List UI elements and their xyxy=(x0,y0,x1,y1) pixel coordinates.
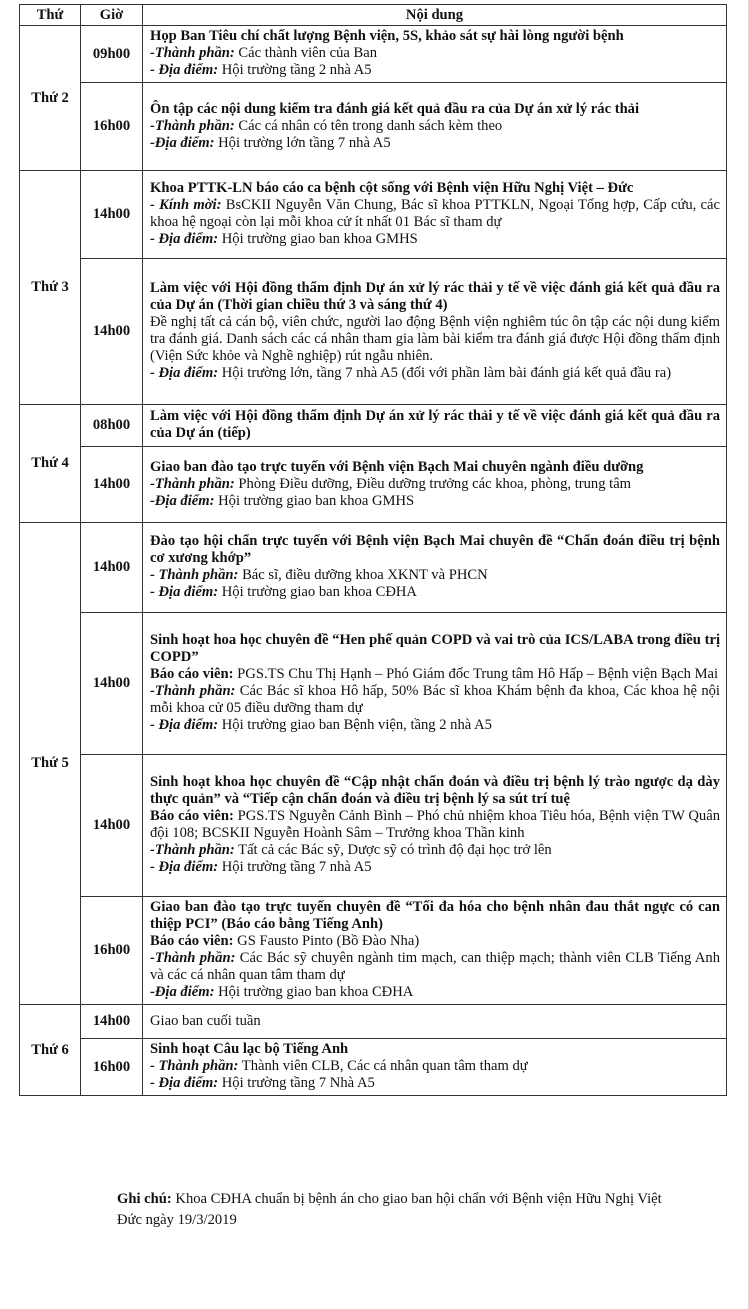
detail-text: Hội trường giao ban khoa GMHS xyxy=(221,231,418,247)
content-cell xyxy=(143,1005,727,1039)
session-text: Giao ban cuối tuần xyxy=(150,1012,261,1029)
content-cell xyxy=(143,171,727,259)
detail-text: Bác sĩ, điều dưỡng khoa XKNT và PHCN xyxy=(242,567,488,583)
detail-label: -Thành phần: xyxy=(150,117,235,134)
session-title: Làm việc với Hội đồng thẩm định Dự án xử lý rác thải y tế về việc đánh giá kết quả đầu ra của Dự án (tiếp) xyxy=(150,408,720,441)
detail-text: BsCKII Nguyễn Văn Chung, Bác sĩ khoa PTTKLN, Ngoại Tổng hợp, Cấp cứu, các khoa hệ ngoại còn lại mỗi khoa cử ít nhất 01 Bác sĩ tham dự xyxy=(150,197,720,230)
schedule-row xyxy=(20,259,727,405)
content-cell xyxy=(143,613,727,755)
detail-label: - Địa điểm: xyxy=(150,62,219,78)
detail-text: Phòng Điều dưỡng, Điều dưỡng trưởng các khoa, phòng, trung tâm xyxy=(238,475,632,492)
schedule-row xyxy=(20,1039,727,1096)
schedule-row xyxy=(20,613,727,755)
content-cell xyxy=(143,83,727,171)
session-detail xyxy=(150,950,720,984)
table-header-row xyxy=(20,5,727,26)
session-title: Sinh hoạt hoa học chuyên đề “Hen phế quản COPD và vai trò của ICS/LABA trong điều trị COPD” xyxy=(150,632,720,665)
session-title: Ôn tập các nội dung kiểm tra đánh giá kết quả đầu ra của Dự án xử lý rác thải xyxy=(150,100,640,117)
session-detail xyxy=(150,717,720,734)
detail-label: -Thành phần: xyxy=(150,950,236,966)
session-detail xyxy=(150,584,720,601)
detail-text: Hội trường tầng 2 nhà A5 xyxy=(221,62,372,78)
detail-text: Hội trường giao ban khoa CĐHA xyxy=(218,984,414,1000)
session-title: Sinh hoạt khoa học chuyên đề “Cập nhật chẩn đoán và điều trị bệnh lý trào ngược dạ dày thực quản” và “Tiếp cận chẩn đoán và điều trị bệnh lý sa sút trí tuệ xyxy=(150,774,720,807)
detail-label: -Thành phần: xyxy=(150,45,235,61)
detail-text: Tất cả các Bác sỹ, Dược sỹ có trình độ đại học trở lên xyxy=(238,842,552,858)
detail-label: - Địa điểm: xyxy=(150,365,219,381)
time-cell: 14h00 xyxy=(81,613,143,755)
time-cell: 14h00 xyxy=(81,523,143,613)
schedule-row xyxy=(20,83,727,171)
schedule-row xyxy=(20,171,727,259)
day-cell: Thứ 2 xyxy=(20,26,81,171)
schedule-row xyxy=(20,447,727,523)
content-cell xyxy=(143,26,727,83)
detail-text: Hội trường tầng 7 Nhà A5 xyxy=(221,1075,375,1091)
time-cell: 14h00 xyxy=(81,447,143,523)
schedule-row xyxy=(20,897,727,1005)
session-title: Đào tạo hội chẩn trực tuyến với Bệnh viện Bạch Mai chuyên đề “Chẩn đoán điều trị bệnh cơ xương khớp” xyxy=(150,533,720,566)
detail-text: Hội trường lớn tầng 7 nhà A5 xyxy=(218,134,391,151)
session-title: Giao ban đào tạo trực tuyến với Bệnh viện Bạch Mai chuyên ngành điều dưỡng xyxy=(150,458,644,475)
session-title: Sinh hoạt Câu lạc bộ Tiếng Anh xyxy=(150,1041,349,1057)
time-cell: 08h00 xyxy=(81,405,143,447)
detail-label: -Địa điểm: xyxy=(150,492,215,509)
detail-label: - Địa điểm: xyxy=(150,584,219,600)
time-cell: 16h00 xyxy=(81,83,143,171)
session-detail xyxy=(150,476,720,493)
detail-label: -Địa điểm: xyxy=(150,134,215,151)
session-detail xyxy=(150,1058,720,1075)
detail-text: PGS.TS Chu Thị Hạnh – Phó Giám đốc Trung tâm Hô Hấp – Bệnh viện Bạch Mai xyxy=(237,666,719,682)
schedule-row xyxy=(20,405,727,447)
time-cell: 14h00 xyxy=(81,259,143,405)
schedule-row xyxy=(20,523,727,613)
time-cell: 14h00 xyxy=(81,1005,143,1039)
detail-label: Báo cáo viên: xyxy=(150,666,234,682)
detail-label: - Thành phần: xyxy=(150,1058,239,1074)
session-detail xyxy=(150,984,720,1001)
content-cell xyxy=(143,523,727,613)
day-cell: Thứ 5 xyxy=(20,523,81,1005)
time-cell: 14h00 xyxy=(81,755,143,897)
detail-label: -Thành phần: xyxy=(150,475,235,492)
schedule-row xyxy=(20,755,727,897)
detail-text: PGS.TS Nguyễn Cảnh Bình – Phó chủ nhiệm khoa Tiêu hóa, Bệnh viện TW Quân đội 108; BCSKII Nguyễn Hoành Sâm – Trưởng khoa Thần kinh xyxy=(150,808,720,841)
session-detail xyxy=(150,683,720,717)
time-cell: 16h00 xyxy=(81,1039,143,1096)
session-detail xyxy=(150,666,720,683)
detail-label: - Kính mời: xyxy=(150,197,222,213)
time-cell: 14h00 xyxy=(81,171,143,259)
session-detail xyxy=(150,118,720,135)
detail-label: - Địa điểm: xyxy=(150,859,219,875)
session-title: Khoa PTTK-LN báo cáo ca bệnh cột sống với Bệnh viện Hữu Nghị Việt – Đức xyxy=(150,180,634,196)
detail-text: Các Bác sĩ khoa Hô hấp, 50% Bác sĩ khoa Khám bệnh đa khoa, Các khoa hệ nội mỗi khoa cử 05 điều dưỡng tham dự xyxy=(150,683,720,716)
session-title: Giao ban đào tạo trực tuyến chuyên đề “Tối đa hóa cho bệnh nhân đau thắt ngực có can thiệp PCI” (Báo cáo bằng Tiếng Anh) xyxy=(150,899,720,932)
detail-text: Các thành viên của Ban xyxy=(238,45,378,61)
note-text: Khoa CĐHA chuẩn bị bệnh án cho giao ban hội chẩn với Bệnh viện Hữu Nghị Việt Đức ngày 19/3/2019 xyxy=(117,1191,662,1228)
session-detail xyxy=(150,859,720,876)
session-detail xyxy=(150,62,720,79)
detail-label: - Địa điểm: xyxy=(150,231,219,247)
detail-label: -Địa điểm: xyxy=(150,984,215,1000)
session-detail xyxy=(150,567,720,584)
note-label: Ghi chú: xyxy=(117,1191,172,1207)
detail-text: Các Bác sỹ chuyên ngành tim mạch, can thiệp mạch; thành viên CLB Tiếng Anh và các cá nhân quan tâm tham dự xyxy=(150,950,720,983)
time-cell: 09h00 xyxy=(81,26,143,83)
header-day: Thứ xyxy=(20,5,81,26)
session-detail xyxy=(150,842,720,859)
schedule-body xyxy=(20,26,727,1096)
session-detail xyxy=(150,135,720,152)
header-content: Nội dung xyxy=(143,5,727,26)
header-time: Giờ xyxy=(81,5,143,26)
content-cell xyxy=(143,1039,727,1096)
day-cell: Thứ 6 xyxy=(20,1005,81,1096)
content-cell xyxy=(143,259,727,405)
session-detail xyxy=(150,1075,720,1092)
detail-text: Hội trường giao ban Bệnh viện, tầng 2 nhà A5 xyxy=(221,717,492,733)
schedule-row xyxy=(20,1005,727,1039)
detail-text: Hội trường lớn, tầng 7 nhà A5 (đối với phần làm bài đánh giá kết quả đầu ra) xyxy=(221,365,672,381)
session-detail xyxy=(150,493,720,510)
detail-label: -Thành phần: xyxy=(150,842,235,858)
detail-label: -Thành phần: xyxy=(150,683,236,699)
session-detail xyxy=(150,933,720,950)
detail-text: Thành viên CLB, Các cá nhân quan tâm tham dự xyxy=(241,1058,528,1074)
footnote xyxy=(117,1189,677,1231)
day-cell: Thứ 3 xyxy=(20,171,81,405)
session-detail xyxy=(150,197,720,231)
content-cell xyxy=(143,755,727,897)
session-detail xyxy=(150,808,720,842)
detail-label: - Địa điểm: xyxy=(150,717,219,733)
schedule-table xyxy=(19,4,727,1096)
session-title: Họp Ban Tiêu chí chất lượng Bệnh viện, 5S, khảo sát sự hài lòng người bệnh xyxy=(150,28,624,44)
time-cell: 16h00 xyxy=(81,897,143,1005)
detail-text: GS Fausto Pinto (Bồ Đào Nha) xyxy=(237,933,420,949)
detail-text: Hội trường giao ban khoa GMHS xyxy=(218,492,415,509)
detail-label: - Địa điểm: xyxy=(150,1075,219,1091)
content-cell xyxy=(143,447,727,523)
content-cell xyxy=(143,897,727,1005)
content-cell xyxy=(143,405,727,447)
detail-text: Hội trường tầng 7 nhà A5 xyxy=(221,859,372,875)
detail-label: - Thành phần: xyxy=(150,567,239,583)
session-detail xyxy=(150,45,720,62)
detail-label: Báo cáo viên: xyxy=(150,933,234,949)
session-title: Làm việc với Hội đồng thẩm định Dự án xử lý rác thải y tế về việc đánh giá kết quả đầu ra của Dự án (Thời gian chiều thứ 3 và sáng thứ 4) xyxy=(150,280,720,313)
session-detail xyxy=(150,365,720,382)
detail-label: Báo cáo viên: xyxy=(150,808,234,824)
detail-text: Hội trường giao ban khoa CĐHA xyxy=(221,584,417,600)
day-cell: Thứ 4 xyxy=(20,405,81,523)
session-detail xyxy=(150,231,720,248)
session-text: Đề nghị tất cả cán bộ, viên chức, người lao động Bệnh viện nghiêm túc ôn tập các nội dung kiểm tra đánh giá. Danh sách các cá nhân tham gia làm bài kiểm tra đánh giá được Hội đồng thẩm định (Viện Sức khỏe và Nghề nghiệp) rút ngẫu nhiên. xyxy=(150,314,720,364)
schedule-row xyxy=(20,26,727,83)
detail-text: Các cá nhân có tên trong danh sách kèm theo xyxy=(238,117,503,134)
